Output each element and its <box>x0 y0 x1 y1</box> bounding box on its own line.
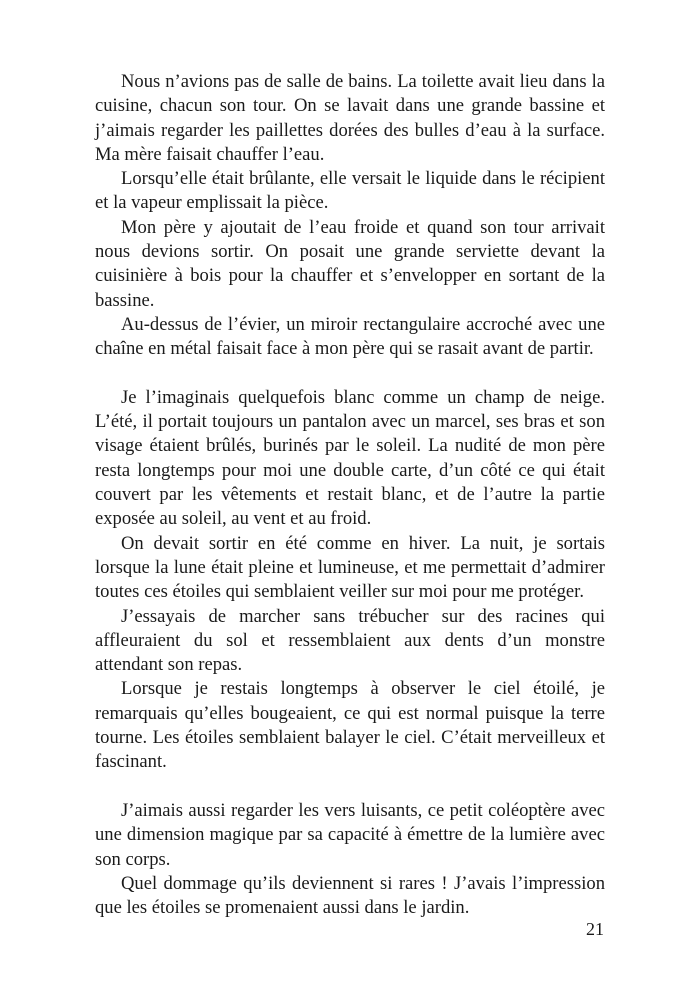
paragraph: Quel dommage qu’ils deviennent si rares ! J’avais l’impression que les étoiles se promenaient aussi dans le jardin. <box>95 872 605 919</box>
paragraph: Lorsque je restais longtemps à observer le ciel étoilé, je remarquais qu’elles bougeaient, ce qui est normal puisque la terre tourne. Les étoiles semblaient balayer le ciel. C’était merveilleux et fascinant. <box>95 678 605 773</box>
paragraph: On devait sortir en été comme en hiver. La nuit, je sortais lorsque la lune était pleine et lumineuse, et me permettait d’admirer toutes ces étoiles qui semblaient veiller sur moi pour me protéger. <box>95 532 605 603</box>
paragraph: J’essayais de marcher sans trébucher sur des racines qui affleuraient du sol et ressemblaient aux dents d’un monstre attendant son repas. <box>95 605 605 676</box>
page-number: 21 <box>586 919 604 939</box>
paragraph: Nous n’avions pas de salle de bains. La toilette avait lieu dans la cuisine, chacun son tour. On se lavait dans une grande bassine et j’aimais regarder les paillettes dorées des bulles d’eau à la surface. Ma mère faisait chauffer l’eau. <box>95 71 605 165</box>
section-3 <box>95 799 605 920</box>
paragraph: Au-dessus de l’évier, un miroir rectangulaire accroché avec une chaîne en métal faisait face à mon père qui se rasait avant de partir. <box>95 313 605 360</box>
section-break <box>95 362 605 386</box>
paragraph: Lorsqu’elle était brûlante, elle versait le liquide dans le récipient et la vapeur emplissait la pièce. <box>95 168 605 214</box>
section-2 <box>95 386 605 775</box>
page-body <box>95 70 605 920</box>
section-1 <box>95 70 605 362</box>
section-break <box>95 775 605 799</box>
paragraph: Mon père y ajoutait de l’eau froide et quand son tour arrivait nous devions sortir. On posait une grande serviette devant la cuisinière à bois pour la chauffer et s’envelopper en sortant de la bassine. <box>95 216 605 311</box>
paragraph: Je l’imaginais quelquefois blanc comme un champ de neige. L’été, il portait toujours un pantalon avec un marcel, ses bras et son visage étaient brûlés, burinés par le soleil. La nudité de mon père resta longtemps pour moi une double carte, d’un côté ce qui était couvert par les vêtements et restait blanc, et de l’autre la partie exposée au soleil, au vent et au froid. <box>95 386 605 530</box>
paragraph: J’aimais aussi regarder les vers luisants, ce petit coléoptère avec une dimension magique par sa capacité à émettre de la lumière avec son corps. <box>95 799 605 870</box>
